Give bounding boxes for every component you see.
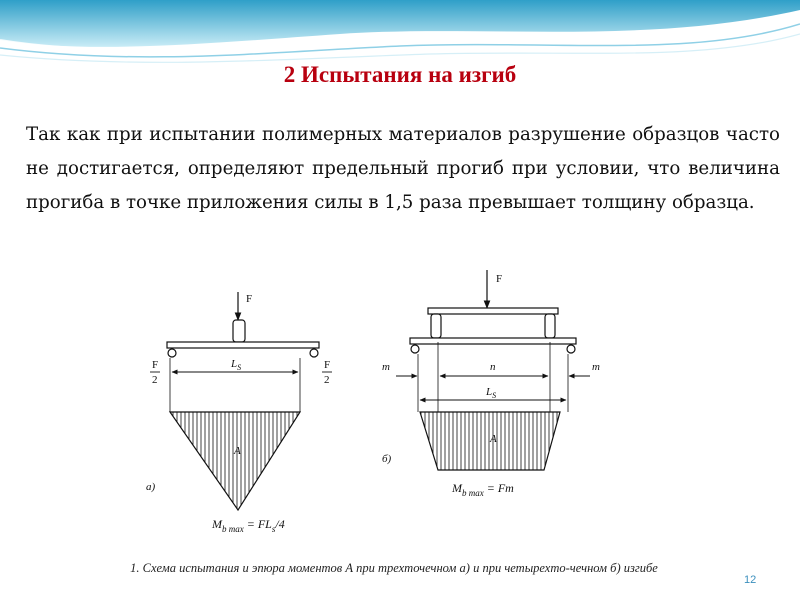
specimen-b	[410, 338, 576, 344]
moment-formula-a: $M_{b max} = FL_s/4$	[212, 517, 285, 534]
three-point-scheme	[146, 292, 332, 534]
force-label-a: F	[246, 293, 253, 305]
bending-test-figure	[112, 262, 672, 600]
page-number: 12	[744, 574, 757, 586]
m-label-left-b: m	[382, 361, 390, 373]
m-label-right-b: m	[592, 361, 600, 373]
area-label-b: A	[490, 433, 497, 445]
load-bar-b	[428, 308, 558, 314]
support-right-a	[310, 349, 318, 357]
n-label-b: n	[490, 361, 496, 373]
moment-diagram-a	[170, 412, 300, 512]
support-left-den-a: 2	[152, 374, 158, 386]
support-left-a	[168, 349, 176, 357]
support-right-den-a: 2	[324, 374, 330, 386]
loading-nose-a	[233, 320, 245, 342]
body-text: Так как при испытании полимерных материалов разрушение образцов часто не достигается, определяют предельный прогиб при условии, что величина прогиба в точке приложения силы в 1,5 раза превышает толщину образца.	[26, 124, 780, 213]
force-label-b: F	[496, 273, 503, 285]
support-right-num-a: F	[324, 359, 331, 371]
bending-diagram	[112, 262, 672, 562]
header-wave-decoration	[0, 0, 800, 70]
diagram-a-label: а)	[146, 481, 156, 493]
support-right-b	[567, 345, 575, 353]
loading-nose-right-b	[545, 314, 555, 338]
area-label-a: A	[234, 445, 241, 457]
moment-formula-b: $M_{b max} = Fm$	[452, 481, 514, 498]
support-left-num-a: F	[152, 359, 159, 371]
specimen-a	[167, 342, 319, 348]
support-left-b	[411, 345, 419, 353]
figure-caption: 1. Схема испытания и эпюра моментов А при трехточечном а) и при четырехто-чечном б) изгибе	[130, 561, 658, 575]
span-label-b: $L_S$	[486, 386, 497, 400]
diagram-b-label: б)	[382, 453, 392, 465]
four-point-scheme	[382, 270, 600, 498]
span-label-a: $L_S$	[231, 358, 242, 372]
loading-nose-left-b	[431, 314, 441, 338]
slide-title: 2 Испытания на изгиб	[283, 62, 517, 87]
